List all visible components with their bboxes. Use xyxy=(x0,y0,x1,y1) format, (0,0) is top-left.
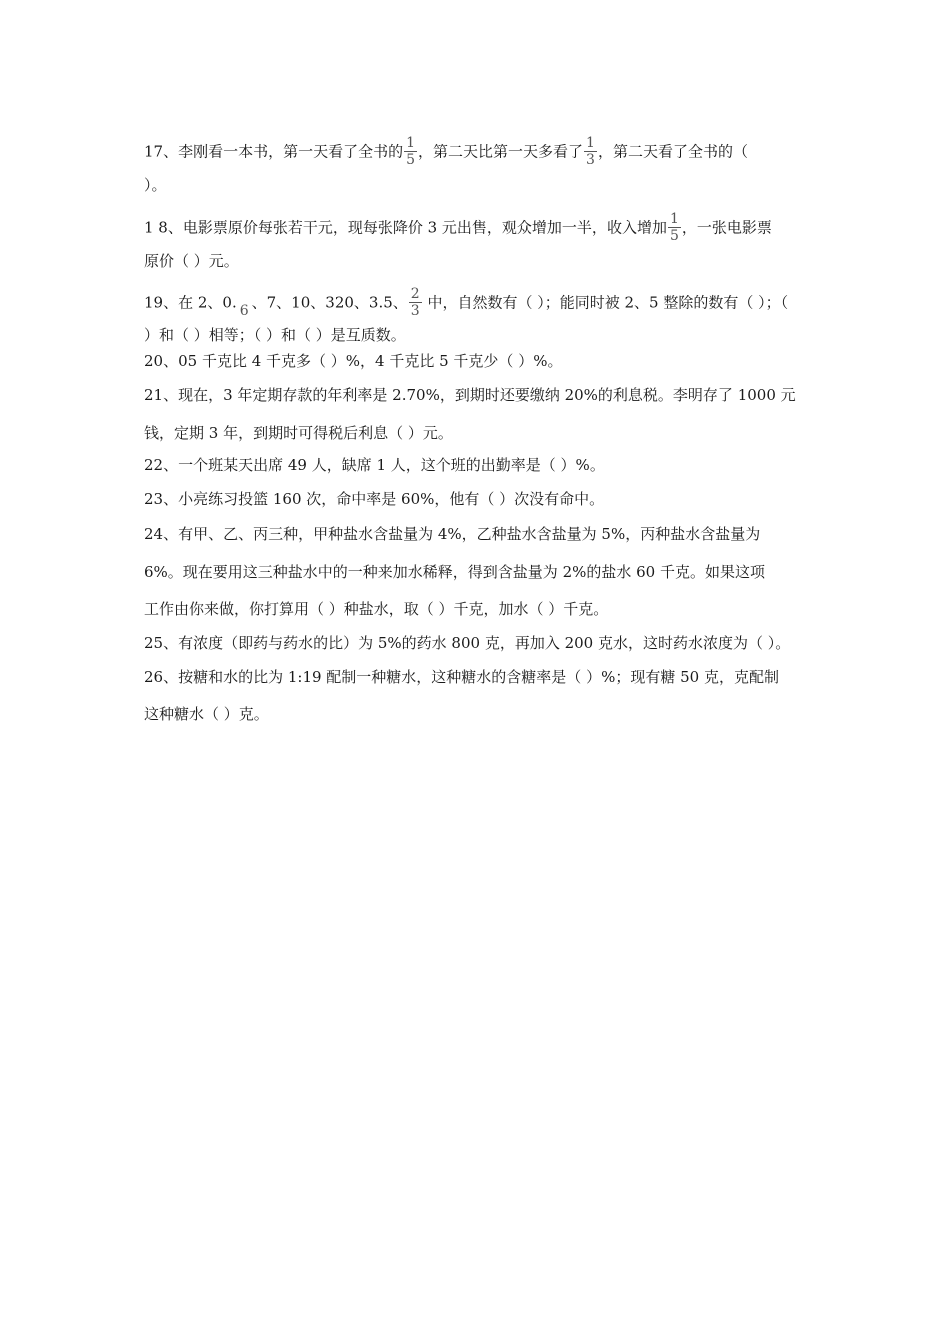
fraction-denominator: 3 xyxy=(410,303,420,319)
question-18-line-1 xyxy=(144,212,772,245)
question-17-line-1 xyxy=(144,136,748,169)
blank-numerator xyxy=(238,287,251,303)
question-21-line-1: 21、现在，3 年定期存款的年利率是 2.70%，到期时还要缴纳 20%的利息税。李明存了 1000 元 xyxy=(144,386,796,404)
q17-fraction-2 xyxy=(584,135,597,168)
fraction-numerator: 1 xyxy=(586,135,595,151)
question-25: 25、有浓度（即药与药水的比）为 5%的药水 800 克，再加入 200 克水，这时药水浓度为（ ）。 xyxy=(144,634,791,652)
question-19-line-2: ）和（ ）相等；（ ）和（ ）是互质数。 xyxy=(144,326,406,344)
q17-text-3: ，第二天看了全书的（ xyxy=(597,142,748,161)
fraction-numerator: 1 xyxy=(406,135,416,151)
fraction-numerator: 1 xyxy=(669,211,679,227)
q19-repeating-decimal xyxy=(238,287,251,319)
q18-text-1: 1 8、电影票原价每张若干元，现每张降价 3 元出售，观众增加一半，收入增加 xyxy=(144,218,667,237)
question-26-line-2: 这种糖水（ ）克。 xyxy=(144,705,269,723)
fraction-denominator: 5 xyxy=(669,228,679,244)
q19-text-1: 19、在 2、0. xyxy=(144,293,237,312)
question-21-line-2: 钱，定期 3 年，到期时可得税后利息（ ）元。 xyxy=(144,424,453,442)
repeating-digit: 6 xyxy=(239,302,249,319)
q17-fraction-1 xyxy=(404,135,417,168)
q19-fraction xyxy=(409,286,422,319)
question-19-line-1 xyxy=(144,287,788,320)
question-24-line-3: 工作由你来做，你打算用（ ）种盐水，取（ ）千克，加水（ ）千克。 xyxy=(144,600,609,618)
fraction-denominator: 3 xyxy=(586,152,595,168)
question-24-line-2: 6%。现在要用这三种盐水中的一种来加水稀释，得到含盐量为 2%的盐水 60 千克。如果这项 xyxy=(144,563,765,581)
question-22: 22、一个班某天出席 49 人，缺席 1 人，这个班的出勤率是（ ）%。 xyxy=(144,456,605,474)
q18-fraction xyxy=(668,211,681,244)
q17-text-1: 17、李刚看一本书，第一天看了全书的 xyxy=(144,142,404,161)
question-17-line-2: ）。 xyxy=(144,176,167,194)
q19-text-3: 中，自然数有（ ）；能同时被 2、5 整除的数有（ ）；（ xyxy=(422,293,789,312)
question-26-line-1: 26、按糖和水的比为 1:19 配制一种糖水，这种糖水的含糖率是（ ）%；现有糖 50 克，克配制 xyxy=(144,668,779,686)
q17-text-2: ，第二天比第一天多看了 xyxy=(418,142,584,161)
question-18-line-2: 原价（ ）元。 xyxy=(144,252,239,270)
q18-text-2: ，一张电影票 xyxy=(681,218,772,237)
fraction-numerator: 2 xyxy=(410,286,420,302)
q19-text-2: 、7、10、320、3.5、 xyxy=(251,293,408,312)
question-24-line-1: 24、有甲、乙、丙三种，甲种盐水含盐量为 4%，乙种盐水含盐量为 5%，丙种盐水含盐量为 xyxy=(144,525,761,543)
question-20: 20、05 千克比 4 千克多（ ）%，4 千克比 5 千克少（ ）%。 xyxy=(144,352,563,370)
fraction-denominator: 5 xyxy=(406,152,416,168)
question-23: 23、小亮练习投篮 160 次，命中率是 60%，他有（ ）次没有命中。 xyxy=(144,490,605,508)
